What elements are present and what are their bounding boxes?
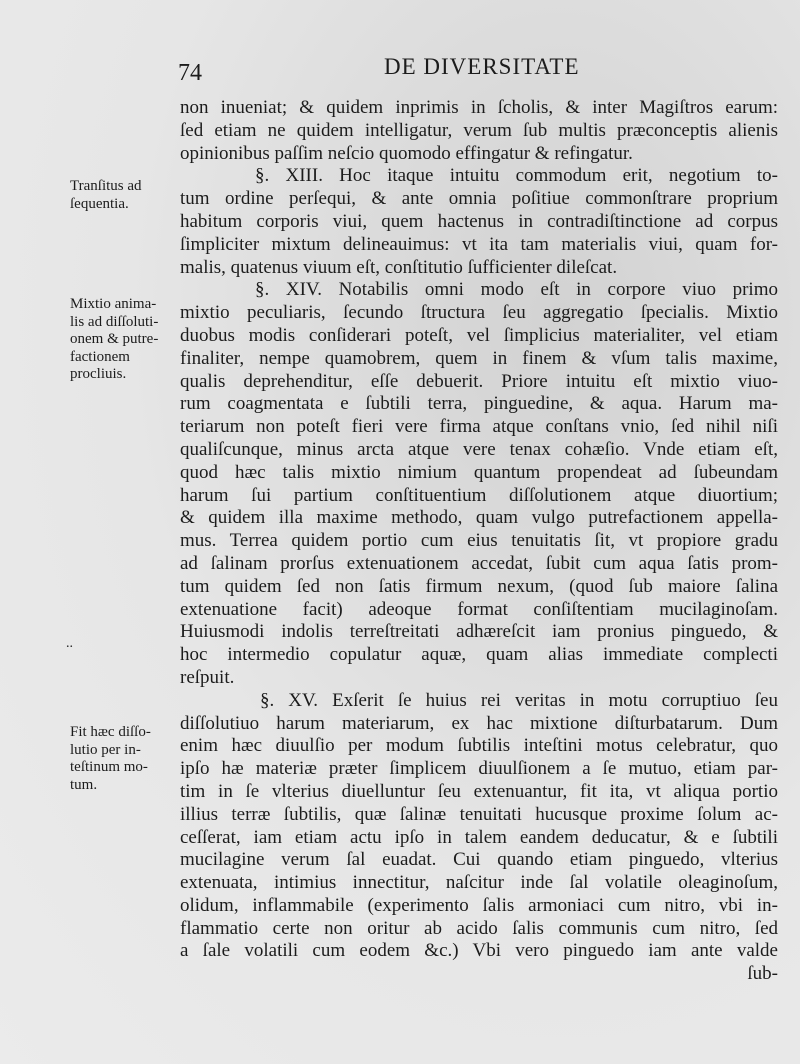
text-line: qualis deprehenditur, eſſe debuerit. Priore intuitu eſt mixtio viuo- bbox=[180, 370, 778, 392]
text-line: & quidem illa maxime methodo, quam vulgo putrefactionem appella- bbox=[180, 507, 778, 529]
text-line: enim hæc diuulſio per modum ſubtilis inteſtini motus celebratur, quo bbox=[180, 735, 778, 757]
section-heading-xiii: §. XIII. Hoc itaque intuitu commodum erit, negotium to- bbox=[255, 165, 778, 187]
text-line: ſed etiam ne quidem intelligatur, verum ſub multis præconceptis alienis bbox=[180, 119, 778, 141]
section-heading-xiv: §. XIV. Notabilis omni modo eſt in corpore viuo primo bbox=[255, 279, 778, 301]
text-line: ſimpliciter mixtum delineauimus: vt ita tam materialis viui, quam for- bbox=[180, 233, 778, 255]
margin-note-line: lis ad diſſoluti- bbox=[70, 313, 159, 330]
running-title: DE DIVERSITATE bbox=[384, 54, 580, 79]
margin-note-transitus bbox=[70, 178, 178, 213]
margin-note-line: tum. bbox=[70, 776, 98, 793]
text-line: extenuata, intimius innectitur, naſcitur inde ſal volatile oleaginoſum, bbox=[180, 872, 778, 894]
margin-note-mixtio bbox=[70, 296, 178, 384]
text-line: extenuatione facit) adeoque format conſiſtentiam mucilaginoſam. bbox=[180, 598, 778, 620]
margin-note-dissolutio bbox=[70, 724, 178, 794]
text-line: illius terræ ſubtilis, quæ ſalinæ tenuitati hucusque proxime ſolum ac- bbox=[180, 803, 778, 825]
text-line: hoc intermedio copulatur aquæ, quam alias immediate complecti bbox=[180, 644, 778, 666]
page-number: 74 bbox=[178, 60, 202, 86]
text-line: finaliter, nempe quamobrem, quem in finem & vſum talis maxime, bbox=[180, 347, 778, 369]
text-line: ipſo hæ materiæ præter ſimplicem diuulſionem a ſe mutuo, etiam par- bbox=[180, 758, 778, 780]
text-line: quod hæc talis mixtio nimium quantum propendeat ad ſubeundam bbox=[180, 461, 778, 483]
margin-note-line: factionem bbox=[70, 348, 130, 365]
margin-note-line: ſequentia. bbox=[70, 195, 129, 212]
text-line: non inueniat; & quidem inprimis in ſcholis, & inter Magiſtros earum: bbox=[180, 97, 778, 118]
text-line: ceſſerat, iam etiam actu ipſo in talem eandem deducatur, & e ſubtili bbox=[180, 826, 778, 848]
text-line: tum quidem ſed non ſatis firmum nexum, (quod ſub maiore ſalina bbox=[180, 575, 778, 597]
text-line: Huiusmodi indolis terreſtreitati adhæreſcit iam pronius pinguedo, & bbox=[180, 621, 778, 643]
text-line: reſpuit. bbox=[180, 666, 235, 688]
text-line: harum ſui partium conſtituentium diſſolutionem atque diuortium; bbox=[180, 484, 778, 506]
margin-note-line: procliuis. bbox=[70, 366, 127, 382]
section-heading-xv: §. XV. Exſerit ſe huius rei veritas in motu corruptiuo ſeu bbox=[260, 689, 778, 711]
text-line: duobus modis conſiderari poteſt, vel ſimplicius materialiter, vel etiam bbox=[180, 324, 778, 346]
text-line: tum ordine perſequi, & ante omnia poſitiue commonſtrare proprium bbox=[180, 188, 778, 210]
margin-note-line: teſtinum mo- bbox=[70, 759, 148, 775]
margin-marker: .. bbox=[66, 636, 73, 651]
text-line: malis, quatenus viuum eſt, conſtitutio ſufficienter dileſcat. bbox=[180, 256, 618, 278]
text-line: a ſale volatili cum eodem &c.) Vbi vero pinguedo iam ante valde bbox=[180, 940, 778, 962]
margin-note-line: Mixtio anima- bbox=[70, 296, 157, 312]
text-line: mus. Terrea quidem portio cum eius tenuitatis ſit, vt propiore gradu bbox=[180, 530, 778, 552]
text-line: diſſolutiuo harum materiarum, ex hac mixtione diſturbatarum. Dum bbox=[180, 712, 778, 734]
margin-note-line: Fit hæc diſſo- bbox=[70, 724, 151, 740]
margin-note-line: onem & putre- bbox=[70, 331, 159, 347]
text-line: ad ſalinam prorſus extenuationem accedat, ſubit cum aqua ſatis prom- bbox=[180, 552, 778, 574]
text-line: opinionibus paſſim neſcio quomodo effingatur & refingatur. bbox=[180, 142, 633, 164]
main-text bbox=[180, 97, 778, 986]
text-line: flammatio certe non oritur ab acido ſalis communis cum nitro, ſed bbox=[180, 917, 778, 939]
text-line: habitum corporis viui, quem hactenus in contradiſtinctione ad corpus bbox=[180, 210, 778, 232]
text-line: qualiſcunque, minus arcta atque vere tenax cohæſio. Vnde etiam eſt, bbox=[180, 438, 778, 460]
catchword: ſub- bbox=[747, 963, 778, 985]
text-line: olidum, inflammabile (experimento ſalis armoniaci cum nitro, vbi in- bbox=[180, 894, 778, 916]
text-line: rum coagmentata e ſubtili terra, pinguedine, & aqua. Harum ma- bbox=[180, 393, 778, 415]
text-line: mucilagine verum ſal euadat. Cui quando etiam pinguedo, vlterius bbox=[180, 849, 778, 871]
page-header bbox=[0, 52, 800, 88]
margin-note-line: lutio per in- bbox=[70, 741, 141, 758]
text-line: mixtio peculiaris, ſecundo ſtructura ſeu aggregatio ſpecialis. Mixtio bbox=[180, 302, 778, 324]
margin-note-line: Tranſitus ad bbox=[70, 178, 142, 194]
text-line: tim in ſe vlterius diuelluntur ſeu extenuantur, fit ita, vt aliqua portio bbox=[180, 780, 778, 802]
text-line: teriarum non poteſt fieri vere firma atque conſtans vnio, ſed nihil niſi bbox=[180, 416, 778, 438]
